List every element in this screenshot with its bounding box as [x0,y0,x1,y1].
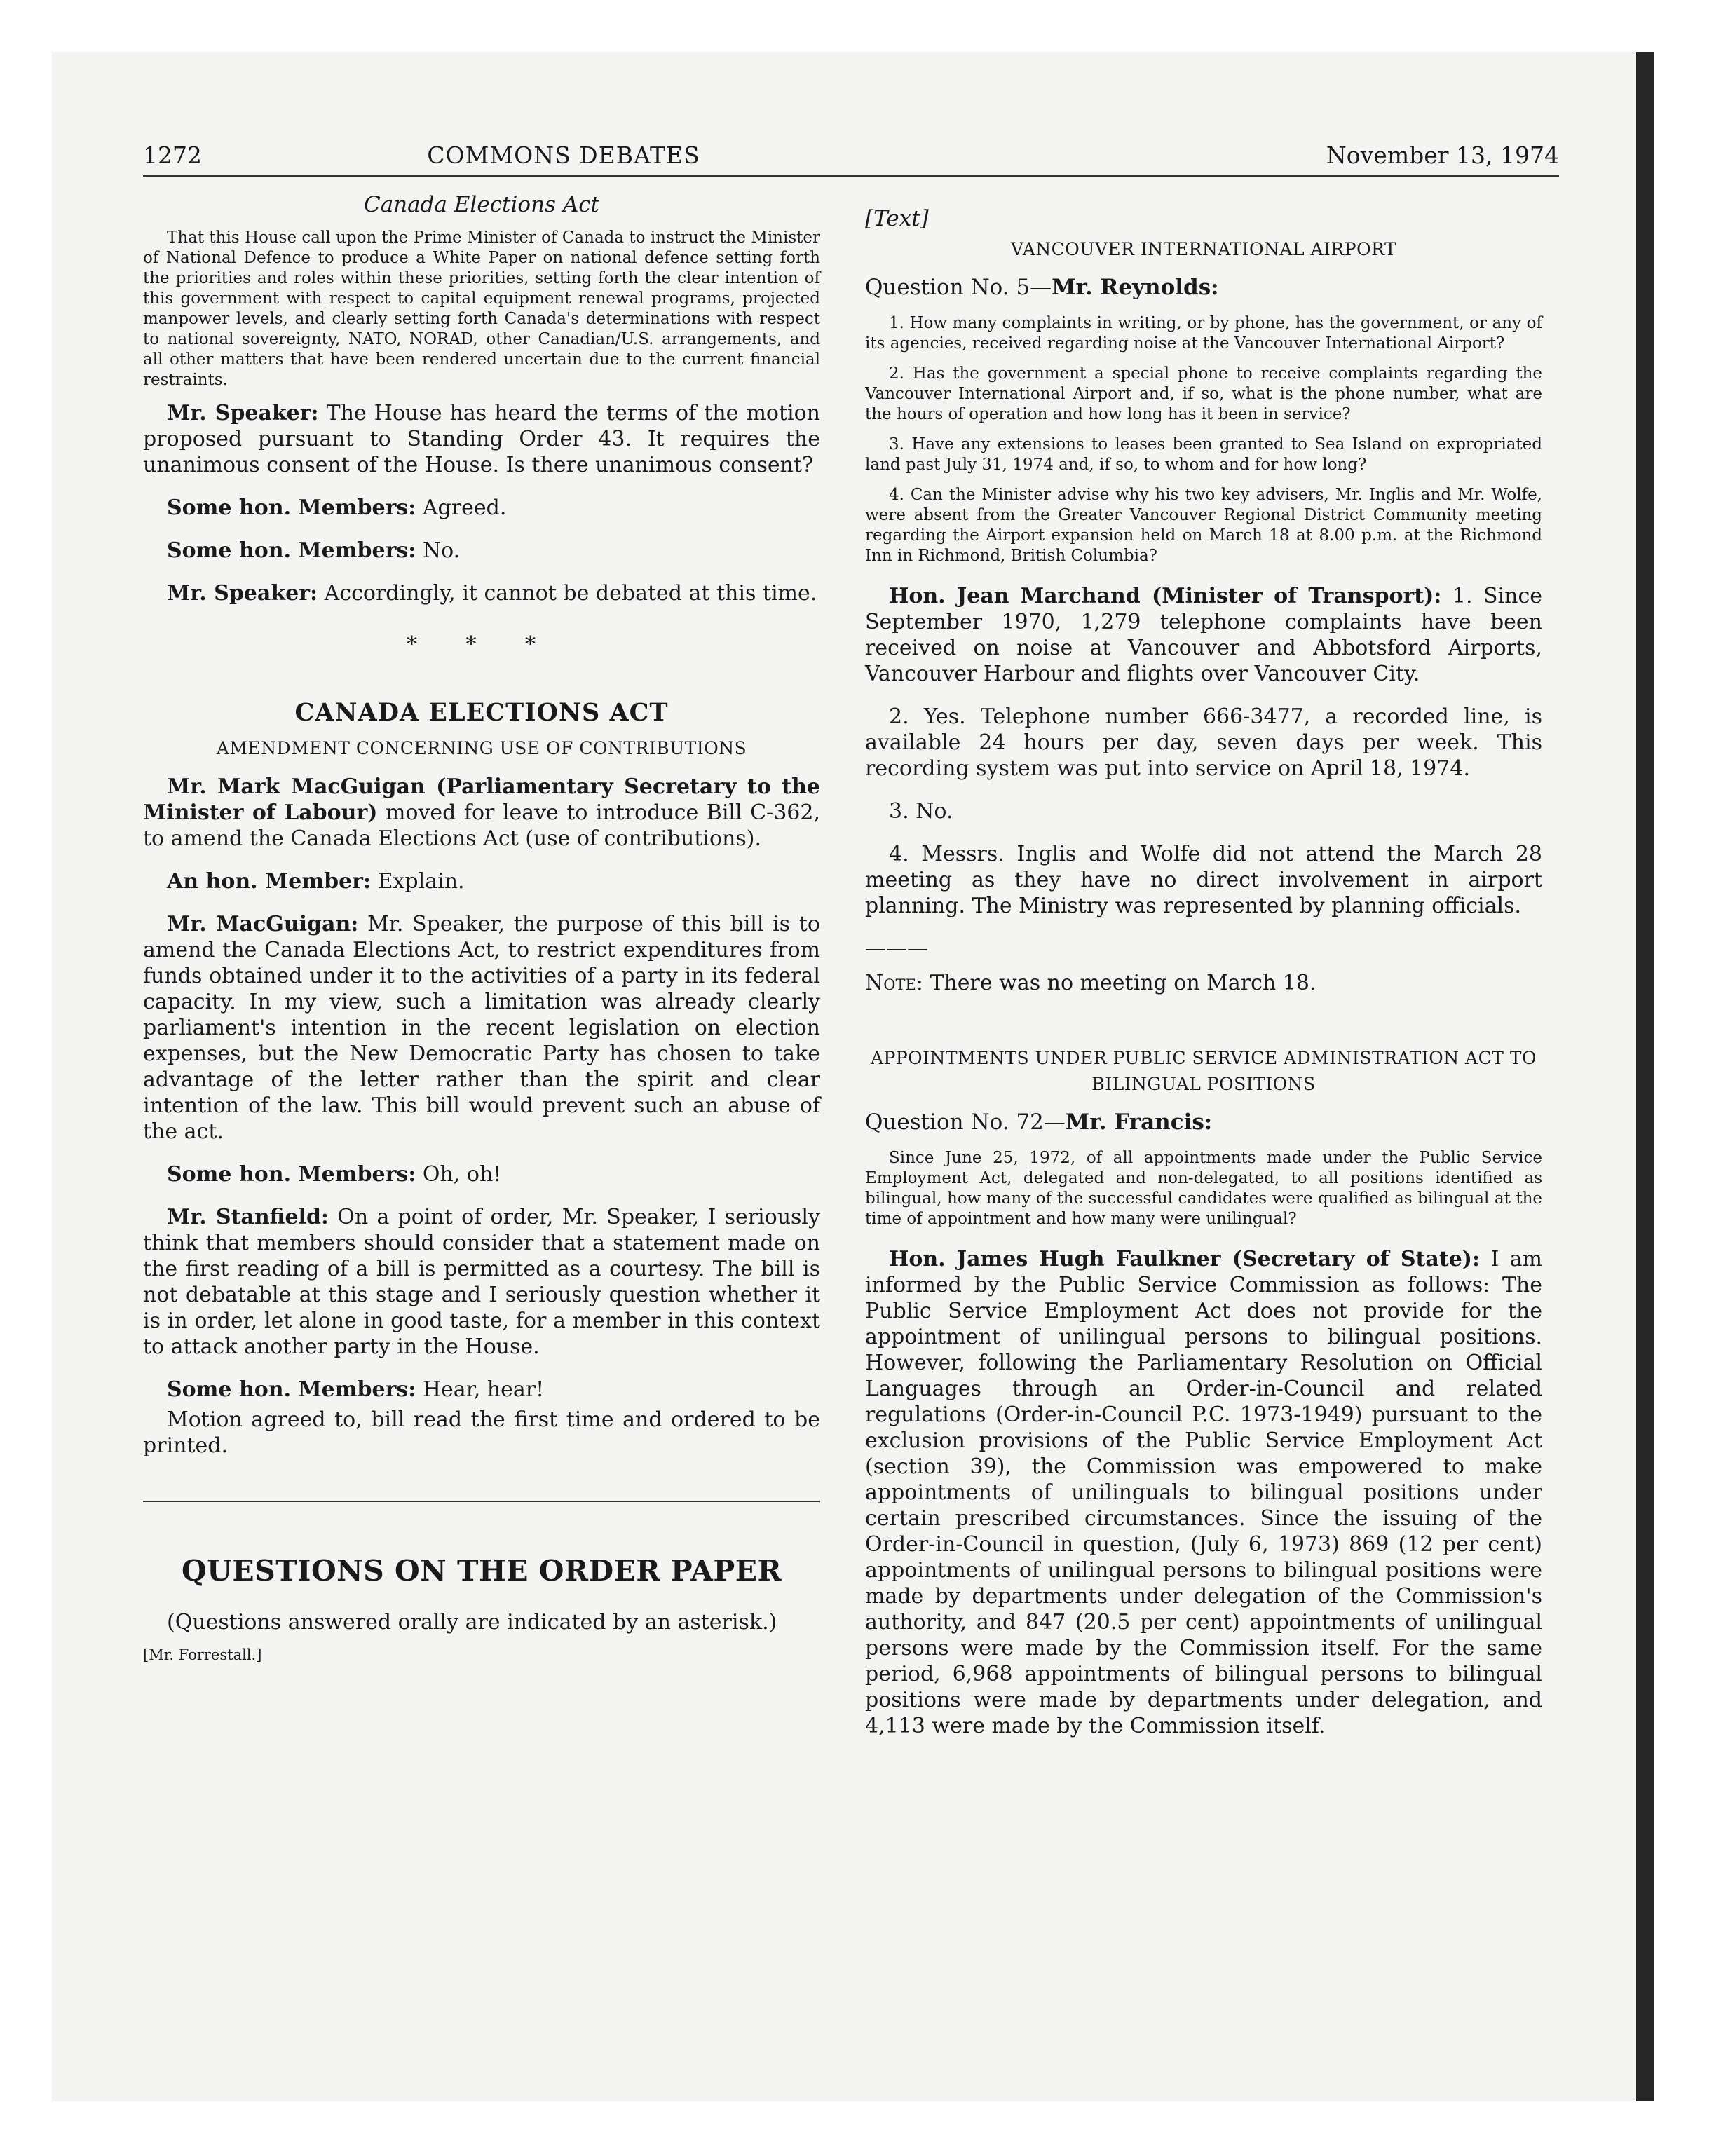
note-text: There was no meeting on March 18. [930,971,1316,995]
text-tag: [Text] [865,206,929,231]
question-item: Since June 25, 1972, of all appointments made under the Public Service Employment Act, delegated and non-delegated, to all positions identified as bilingual, how many of the successful candidates were qualified as bilingual at the time of appointment and how many were unilingual? [865,1149,1542,1228]
speech-paragraph [143,1161,820,1187]
right-column [865,192,1542,1756]
speech-text: Hear, hear! [422,1377,545,1402]
speech-paragraph [143,580,820,606]
speech-paragraph [143,400,820,478]
motion-text: That this House call upon the Prime Minister of Canada to instruct the Minister of National Defence to produce a White Paper on national defence setting forth the priorities and roles within these priorities, setting forth the clear intention of this government with respect to capital equipment renewal programs, projected manpower levels, and clearly setting forth Canada's determinations with respect to national sovereignty, NATO, NORAD, other Canadian/U.S. arrangements, and all other matters that have been rendered uncertain due to the current financial restraints. [143,228,820,389]
speech-paragraph [143,911,820,1145]
questions-heading: QUESTIONS ON THE ORDER PAPER [181,1554,782,1588]
question-line [865,275,1542,301]
note-paragraph [865,970,1542,996]
page-number: 1272 [143,142,202,169]
section-separator-stars: * * * [406,632,557,657]
speech-text: On a point of order, Mr. Speaker, I seriously think that members should consider that a statement made on the first reading of a bill is permitted as a courtesy. The bill is not debatable at this stage and I seriously question whether it is in order, let alone in good taste, for a member in this context to attack another party in the House. [143,1205,820,1359]
speaker-name: An hon. Member: [167,869,372,894]
question-item: 3. Have any extensions to leases been granted to Sea Island on expropriated land past July 31, 1974 and, if so, to whom and for how long? [865,435,1542,474]
running-title: COMMONS DEBATES [427,142,700,169]
speech-text: Mr. Speaker, the purpose of this bill is to amend the Canada Elections Act, to restrict expenditures from funds obtained under it to the activities of a party in its federal capacity. In my view, such a limitation was already clearly parliament's intention in the recent legislation on election expenses, but the New Democratic Party has chosen to take advantage of the letter rather than the spirit and clear intention of the law. This bill would prevent such an abuse of the act. [143,912,820,1144]
speech-text: moved for leave to introduce Bill C-362, to amend the Canada Elections Act (use of contributions). [143,800,820,851]
speech-text: Explain. [377,869,465,894]
speaker-name: Mr. Speaker: [167,401,319,425]
speech-paragraph [143,538,820,564]
speech-text: Oh, oh! [422,1162,502,1187]
scan-edge-bar [1636,52,1654,2101]
speech-paragraph [143,1377,820,1403]
section-heading: CANADA ELECTIONS ACT [294,698,669,727]
question-member: Mr. Reynolds: [1052,275,1219,300]
question-heading: VANCOUVER INTERNATIONAL AIRPORT [1010,239,1397,259]
dash-separator: ——— [865,936,928,961]
speech-text: The House has heard the terms of the motion proposed pursuant to Standing Order 43. It requires the unanimous consent of the House. Is there unanimous consent? [143,401,820,477]
speaker-name: Some hon. Members: [167,1377,416,1402]
motion-agreed-text: Motion agreed to, bill read the first time and ordered to be printed. [143,1407,820,1458]
question-number: Question No. 72— [865,1110,1066,1135]
speech-paragraph [143,495,820,521]
document-page [143,137,1559,2072]
speech-paragraph [143,774,820,852]
question-item: 1. How many complaints in writing, or by phone, has the government, or any of its agencies, received regarding noise at the Vancouver International Airport? [865,314,1542,353]
question-member: Mr. Francis: [1065,1110,1213,1135]
left-column [143,192,820,1668]
section-divider [143,1501,820,1502]
question-heading: APPOINTMENTS UNDER PUBLIC SERVICE ADMINISTRATION ACT TO BILINGUAL POSITIONS [870,1048,1537,1094]
speech-paragraph [143,1204,820,1360]
question-line [865,1110,1542,1135]
page-date: November 13, 1974 [1326,142,1559,169]
answer-paragraph [865,583,1542,687]
speaker-reference: [Mr. Forrestall.] [143,1646,262,1663]
speaker-name: Some hon. Members: [167,496,416,520]
page-header [143,137,1559,177]
answer-paragraph: 2. Yes. Telephone number 666-3477, a recorded line, is available 24 hours per day, seven days per week. This recording system was put into service on April 18, 1974. [865,704,1542,781]
speaker-name: Mr. Stanfield: [167,1205,329,1229]
speaker-name: Mr. Mark MacGuigan (Parliamentary Secretary to the Minister of Labour) [143,775,820,825]
speaker-name: Mr. MacGuigan: [167,912,359,936]
section-subheading: AMENDMENT CONCERNING USE OF CONTRIBUTIONS [216,738,747,758]
question-number: Question No. 5— [865,275,1052,300]
motion-heading: Canada Elections Act [363,192,600,217]
answer-paragraph: 3. No. [889,799,953,824]
question-item: 4. Can the Minister advise why his two key advisers, Mr. Inglis and Mr. Wolfe, were absent from the Greater Vancouver Regional District Community meeting regarding the Airport expansion held on March 18 at 8.00 p.m. at the Richmond Inn in Richmond, British Columbia? [865,486,1542,565]
speech-text: Accordingly, it cannot be debated at this time. [324,581,817,606]
speech-paragraph [143,868,820,894]
speech-text: Agreed. [422,496,507,520]
answer-paragraph [865,1246,1542,1739]
speaker-name: Some hon. Members: [167,538,416,563]
questions-note: (Questions answered orally are indicated by an asterisk.) [167,1610,777,1635]
answer-speaker: Hon. James Hugh Faulkner (Secretary of State): [889,1247,1481,1271]
note-label: Note: [865,971,923,995]
speaker-name: Mr. Speaker: [167,581,318,606]
answer-speaker: Hon. Jean Marchand (Minister of Transport): [889,584,1442,608]
speech-text: No. [422,538,461,563]
question-item: 2. Has the government a special phone to receive complaints regarding the Vancouver International Airport and, if so, what is the phone number, what are the hours of operation and how long has it been in service? [865,364,1542,423]
answer-paragraph: 4. Messrs. Inglis and Wolfe did not attend the March 28 meeting as they have no direct involvement in airport planning. The Ministry was represented by planning officials. [865,842,1542,918]
answer-text: I am informed by the Public Service Commission as follows: The Public Service Employment Act does not provide for the appointment of unilingual persons to bilingual positions. However, following the Parliamentary Resolution on Official Languages through an Order-in-Council and related regulations (Order-in-Council P.C. 1973-1949) pursuant to the exclusion provisions of the Public Service Employment Act (section 39), the Commission was empowered to make appointments of unilinguals to bilingual positions under certain prescribed circumstances. Since the issuing of the Order-in-Council in question, (July 6, 1973) 869 (12 per cent) appointments of unilingual persons to bilingual positions were made by departments under delegation of the Commission's authority, and 847 (20.5 per cent) appointments of unilingual persons were made by the Commission itself. For the same period, 6,968 appointments of bilingual persons to bilingual positions were made by departments under delegation, and 4,113 were made by the Commission itself. [865,1247,1542,1738]
speaker-name: Some hon. Members: [167,1162,416,1187]
answer-text: 1. Since September 1970, 1,279 telephone complaints have been received on noise at Vancouver and Abbotsford Airports, Vancouver Harbour and flights over Vancouver City. [865,584,1542,686]
